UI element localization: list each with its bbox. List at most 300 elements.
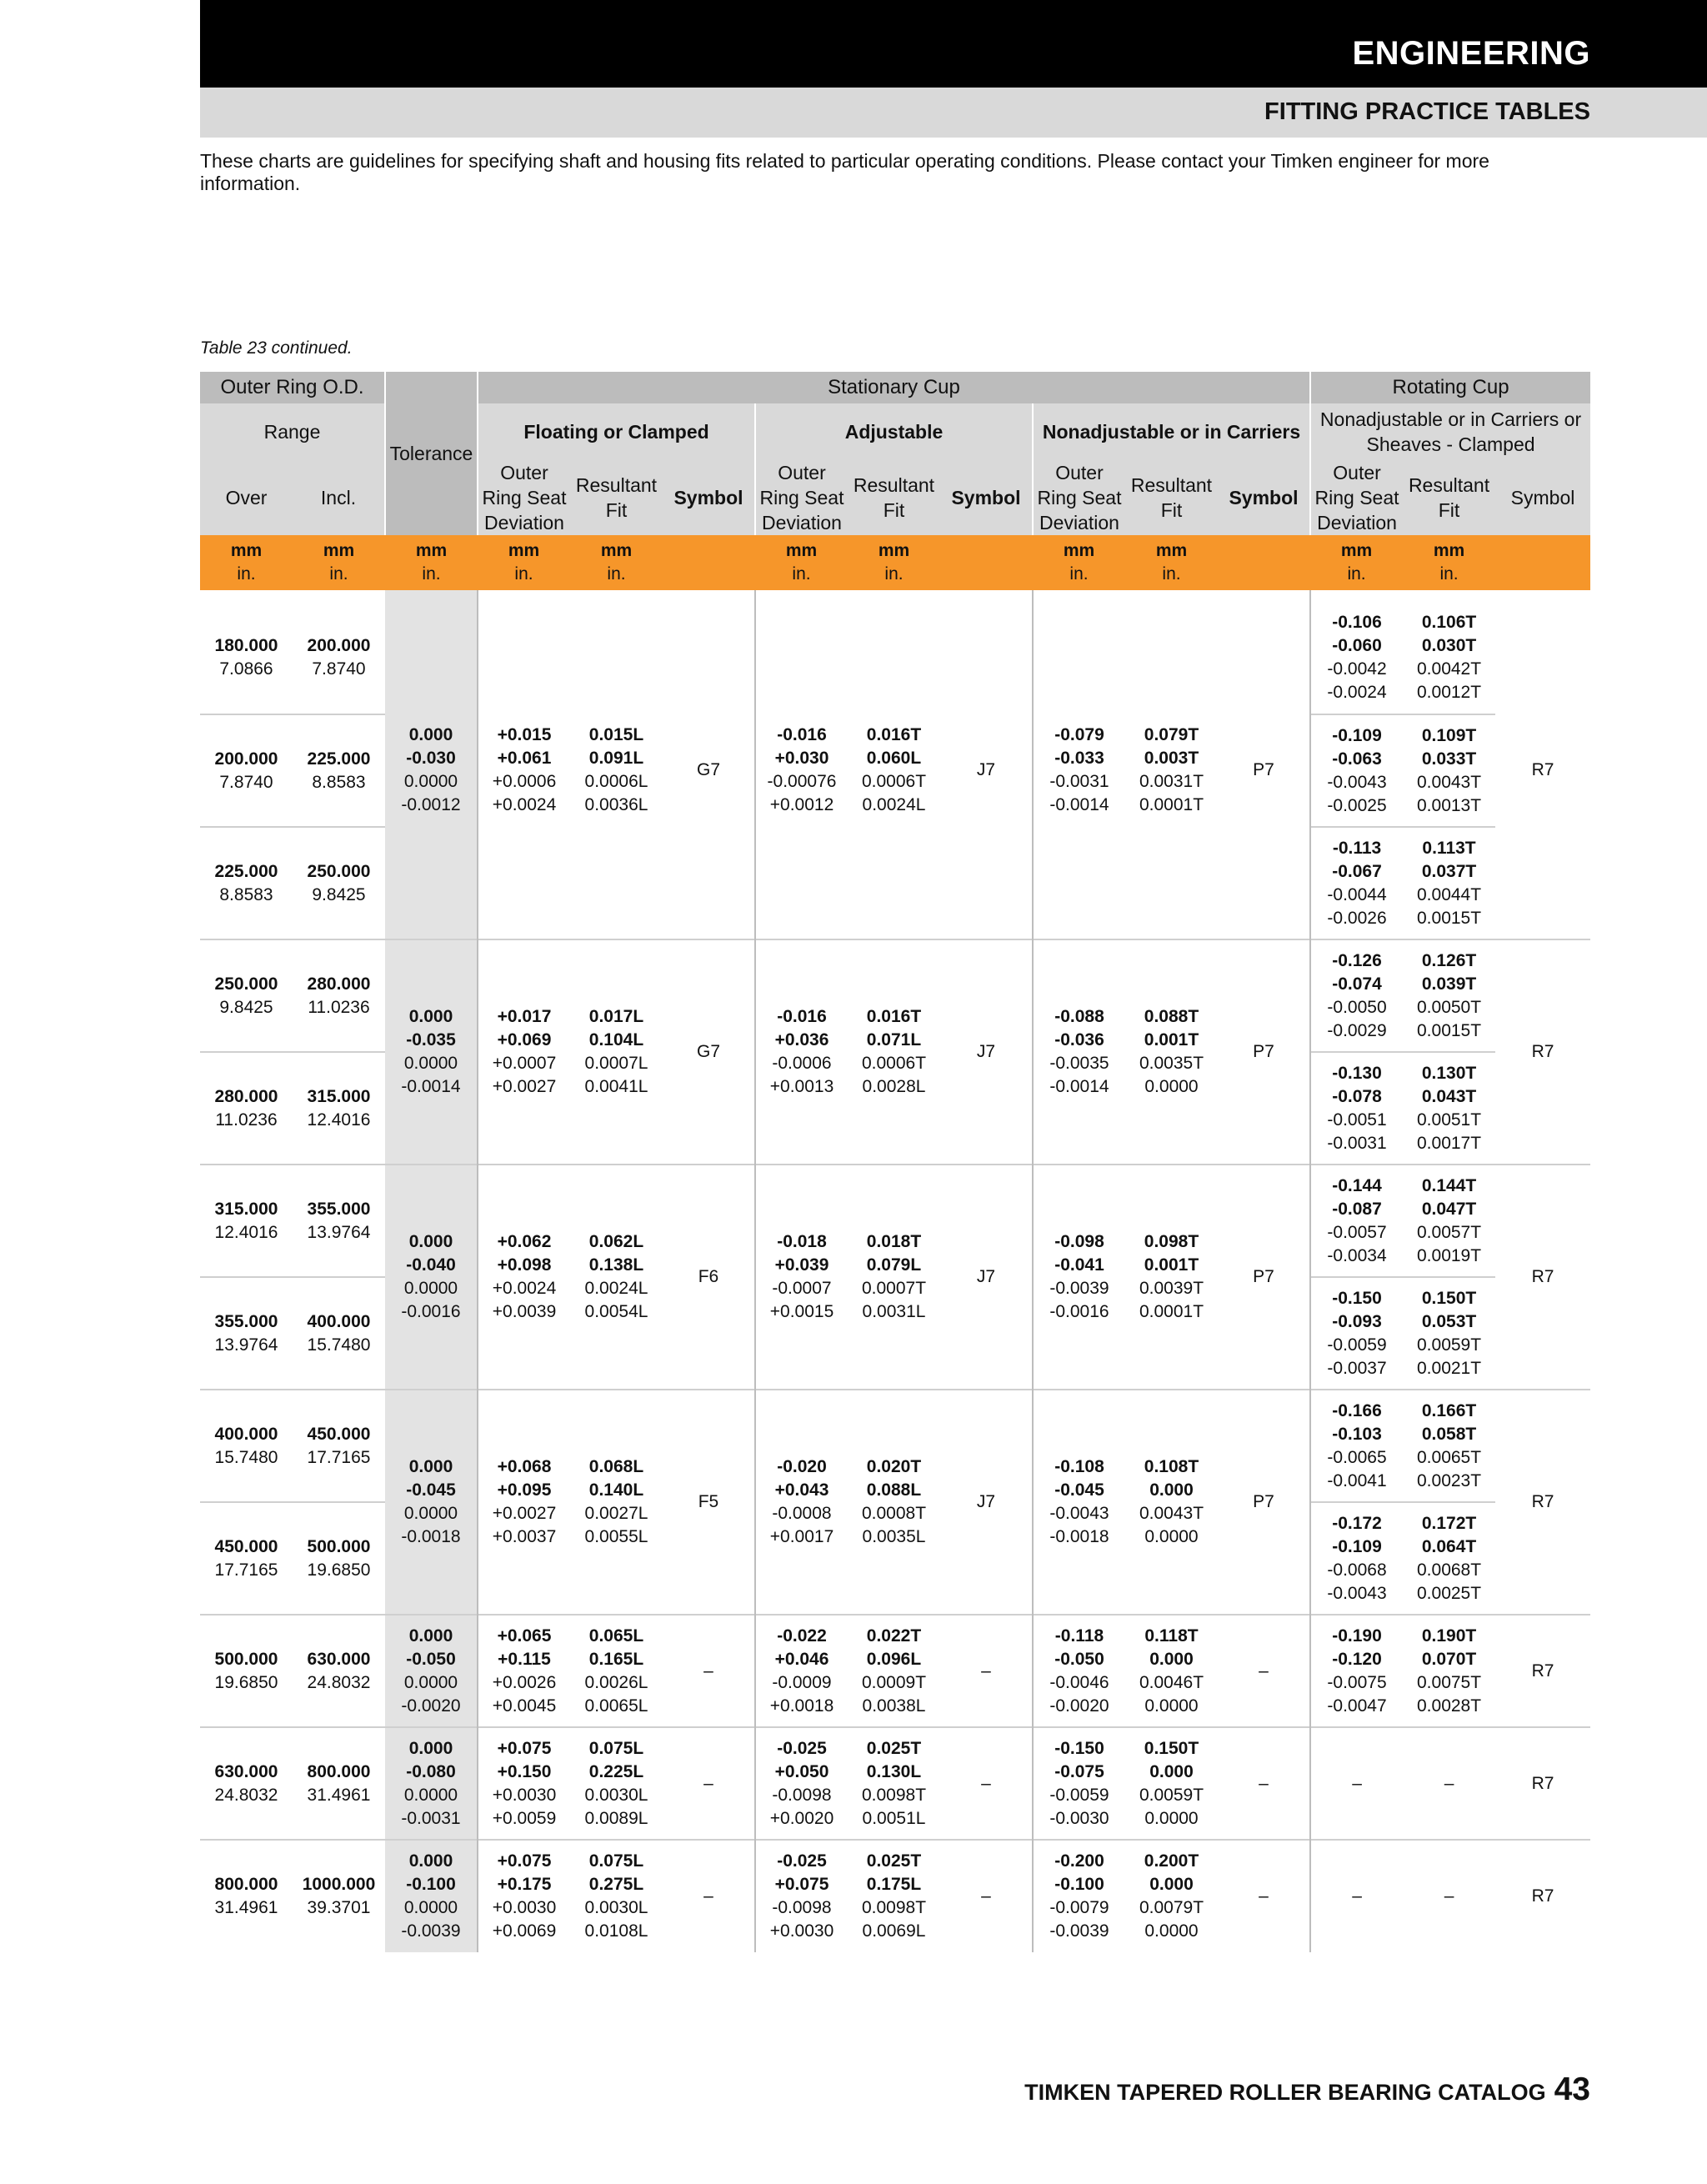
rotating-fit: [1403, 1615, 1495, 1727]
nonadjustable-deviation: [1033, 1165, 1125, 1390]
nonadjustable-fit-value: 0.0001T: [1139, 795, 1204, 814]
nonadjustable-deviation-value: -0.088: [1054, 1007, 1104, 1026]
floating-deviation-value: +0.069: [497, 1030, 552, 1049]
nonadjustable-deviation-value: -0.150: [1054, 1738, 1104, 1758]
adjustable-deviation-value: -0.00076: [767, 772, 837, 791]
rotating-deviation-value: -0.0047: [1327, 1696, 1387, 1716]
floating-symbol: G7: [663, 939, 755, 1165]
adjustable-seat-deviation-header: Outer Ring Seat Deviation: [755, 460, 848, 535]
floating-symbol: F5: [663, 1390, 755, 1615]
adjustable-symbol: J7: [940, 939, 1033, 1165]
range-over: [200, 1502, 293, 1615]
range-incl-mm: 450.000: [307, 1424, 371, 1444]
tolerance-value: -0.045: [406, 1480, 456, 1500]
unit-blank: [1218, 535, 1310, 590]
floating-deviation-value: +0.150: [497, 1761, 552, 1781]
section-title: ENGINEERING: [1352, 35, 1590, 72]
spacer-cell: [1125, 590, 1218, 602]
rotating-fit-value: 0.0044T: [1417, 884, 1482, 904]
tolerance-value: 0.000: [408, 1851, 453, 1871]
adjustable-fit-value: 0.071L: [866, 1030, 922, 1049]
tolerance-header: Tolerance: [385, 372, 478, 535]
adjustable-deviation-value: +0.0015: [769, 1302, 834, 1321]
unit-in: in.: [1347, 564, 1366, 584]
adjustable-deviation-value: +0.0013: [769, 1077, 834, 1096]
adjustable-deviation-value: +0.050: [774, 1761, 829, 1781]
rotating-deviation-value: -0.0044: [1327, 884, 1387, 904]
rotating-deviation-value: -0.0031: [1327, 1133, 1387, 1153]
nonadjustable-symbol: P7: [1218, 939, 1310, 1165]
tolerance: [385, 1727, 478, 1840]
nonadjustable-fit-value: 0.098T: [1144, 1232, 1199, 1251]
rotating-deviation-value: -0.063: [1332, 749, 1382, 769]
adjustable-fit-value: 0.130L: [866, 1761, 922, 1781]
rotating-deviation: [1310, 1727, 1403, 1840]
adjustable-deviation: [755, 1727, 848, 1840]
unit-mm: mm: [785, 541, 818, 560]
nonadjustable-deviation-value: -0.0039: [1049, 1921, 1109, 1941]
nonadjustable-fit-value: 0.118T: [1144, 1625, 1199, 1646]
rotating-fit-value: 0.0059T: [1417, 1335, 1482, 1355]
floating-resultant-fit-header: Resultant Fit: [570, 460, 663, 535]
rotating-deviation: [1310, 827, 1403, 939]
floating-deviation-value: +0.098: [497, 1255, 552, 1275]
nonadjustable-deviation-value: -0.0014: [1049, 795, 1109, 814]
adjustable-fit-value: 0.0098T: [861, 1785, 927, 1805]
floating-symbol: F6: [663, 1165, 755, 1390]
floating-symbol: G7: [663, 602, 755, 939]
floating-fit-value: 0.0006L: [584, 772, 648, 791]
spacer-cell: [1218, 590, 1310, 602]
rotating-fit-value: 0.0057T: [1417, 1222, 1482, 1242]
nonadjustable-fit-value: 0.088T: [1144, 1007, 1199, 1026]
adjustable-deviation: [755, 602, 848, 939]
tolerance: [385, 1390, 478, 1615]
range-incl: [293, 1052, 385, 1165]
floating-deviation-value: +0.0037: [492, 1527, 557, 1546]
rotating-symbol-header: Symbol: [1495, 460, 1590, 535]
tolerance-value: 0.000: [408, 1232, 453, 1251]
rotating-fit: [1403, 1277, 1495, 1390]
nonadjustable-deviation-value: -0.200: [1054, 1851, 1104, 1871]
nonadjustable-fit-value: 0.001T: [1144, 1030, 1199, 1049]
unit-label: [200, 535, 293, 590]
rotating-fit: [1403, 1052, 1495, 1165]
floating-deviation-value: +0.0030: [492, 1898, 557, 1917]
floating-fit-value: 0.017L: [588, 1007, 644, 1026]
adjustable-deviation-value: -0.0007: [772, 1279, 832, 1298]
tolerance-value: 0.0000: [403, 1504, 458, 1523]
nonadjustable-deviation-value: -0.0020: [1049, 1696, 1109, 1716]
adjustable-header: Adjustable: [755, 403, 1033, 460]
floating-fit-value: 0.065L: [588, 1625, 644, 1646]
floating-deviation: [478, 1727, 570, 1840]
adjustable-fit-value: 0.0098T: [861, 1898, 927, 1917]
rotating-fit: [1403, 1502, 1495, 1615]
spacer-cell: [200, 590, 293, 602]
floating-fit-value: 0.165L: [588, 1649, 644, 1669]
tolerance-value: 0.000: [408, 1007, 453, 1026]
tolerance-value: -0.0012: [401, 795, 461, 814]
adjustable-fit-value: 0.096L: [866, 1649, 922, 1669]
range-incl-in: 13.9764: [307, 1222, 371, 1242]
floating-fit-value: 0.0108L: [584, 1921, 648, 1941]
nonadjustable-deviation: [1033, 1615, 1125, 1727]
rotating-deviation-value: -0.144: [1332, 1175, 1382, 1195]
adjustable-fit-value: 0.060L: [866, 749, 922, 768]
range-over-in: 17.7165: [214, 1560, 278, 1580]
range-over: [200, 1727, 293, 1840]
rotating-fit-value: –: [1444, 1886, 1454, 1906]
nonadjustable-deviation-value: -0.050: [1054, 1649, 1104, 1669]
over-header: Over: [200, 460, 293, 535]
range-over: [200, 939, 293, 1052]
rotating-deviation: [1310, 1277, 1403, 1390]
adjustable-deviation-value: +0.0020: [769, 1808, 834, 1828]
adjustable-fit-value: 0.0035L: [862, 1527, 926, 1546]
floating-deviation-value: +0.015: [497, 725, 552, 744]
unit-in: in.: [1162, 564, 1181, 584]
floating-deviation-value: +0.0030: [492, 1785, 557, 1805]
rotating-fit: [1403, 1165, 1495, 1277]
rotating-deviation: [1310, 1502, 1403, 1615]
rotating-deviation-value: -0.0075: [1327, 1672, 1387, 1692]
spacer-cell: [293, 590, 385, 602]
table-row: [200, 939, 1590, 1052]
adjustable-fit-value: 0.0007T: [861, 1279, 927, 1298]
rotating-deviation-value: -0.0042: [1327, 659, 1387, 679]
nonadjustable-symbol: –: [1218, 1840, 1310, 1952]
rotating-fit-value: 0.039T: [1421, 974, 1477, 994]
floating-fit-value: 0.062L: [588, 1232, 644, 1251]
range-incl: [293, 1615, 385, 1727]
floating-fit-value: 0.091L: [588, 749, 644, 768]
floating-deviation-value: +0.0039: [492, 1302, 557, 1321]
rotating-fit: [1403, 1840, 1495, 1952]
nonadjustable-deviation-value: -0.0018: [1049, 1527, 1109, 1546]
floating-deviation-value: +0.068: [497, 1457, 552, 1476]
tolerance: [385, 602, 478, 939]
unit-label: [478, 535, 570, 590]
range-incl-mm: 250.000: [307, 861, 371, 881]
floating-deviation-value: +0.0059: [492, 1808, 557, 1828]
rotating-fit-value: 0.0068T: [1417, 1560, 1482, 1580]
spacer-cell: [1310, 590, 1403, 602]
nonadjustable-fit-value: 0.0000: [1144, 1921, 1199, 1941]
range-incl-in: 19.6850: [307, 1560, 371, 1580]
range-over-mm: 250.000: [214, 974, 278, 994]
nonadjustable-deviation-value: -0.0039: [1049, 1279, 1109, 1298]
range-over-in: 11.0236: [215, 1110, 278, 1130]
spacer-cell: [570, 590, 663, 602]
spacer-cell: [1033, 590, 1125, 602]
adjustable-deviation-value: +0.043: [774, 1480, 829, 1500]
adjustable-deviation: [755, 1615, 848, 1727]
adjustable-deviation-value: -0.016: [777, 1007, 827, 1026]
nonadjustable-deviation-value: -0.0035: [1049, 1054, 1109, 1073]
spacer-cell: [1495, 590, 1590, 602]
range-incl: [293, 1390, 385, 1502]
tolerance-value: -0.0014: [401, 1077, 461, 1096]
nonadjustable-fit-value: 0.0001T: [1139, 1302, 1204, 1321]
adjustable-fit: [848, 1390, 940, 1615]
adjustable-deviation-value: -0.0098: [772, 1785, 832, 1805]
floating-fit-value: 0.0065L: [584, 1696, 648, 1716]
nonadjustable-deviation: [1033, 1840, 1125, 1952]
fitting-practice-table: [200, 372, 1590, 1952]
floating-deviation-value: +0.0006: [492, 772, 557, 791]
table-row: [200, 1840, 1590, 1952]
rotating-deviation-value: -0.0050: [1327, 997, 1387, 1017]
spacer-cell: [385, 590, 478, 602]
adjustable-deviation-value: -0.0009: [772, 1672, 832, 1692]
stationary-cup-header: Stationary Cup: [478, 372, 1310, 403]
rotating-deviation-value: -0.190: [1332, 1625, 1382, 1646]
range-over-mm: 450.000: [214, 1536, 278, 1556]
rotating-deviation-value: -0.120: [1332, 1649, 1382, 1669]
rotating-fit-value: 0.0050T: [1417, 997, 1482, 1017]
range-incl-mm: 355.000: [307, 1199, 371, 1219]
nonadjustable-deviation-value: -0.075: [1054, 1761, 1104, 1781]
rotating-deviation: [1310, 1840, 1403, 1952]
nonadjustable-fit-value: 0.0031T: [1139, 772, 1204, 791]
spacer-cell: [755, 590, 848, 602]
adjustable-deviation-value: +0.075: [774, 1875, 829, 1894]
rotating-fit-value: 0.0065T: [1417, 1447, 1482, 1467]
floating-deviation-value: +0.115: [498, 1649, 551, 1669]
subheader-bar: [200, 88, 1707, 138]
tolerance-value: -0.0020: [401, 1696, 461, 1716]
nonadjustable-deviation-value: -0.0030: [1049, 1808, 1109, 1828]
floating-fit-value: 0.0054L: [584, 1302, 648, 1321]
nonadjustable-fit-value: 0.003T: [1144, 749, 1199, 768]
rotating-fit-value: 0.0015T: [1417, 1020, 1482, 1040]
nonadjustable-deviation-value: -0.108: [1054, 1457, 1104, 1476]
tolerance-value: -0.050: [406, 1649, 456, 1669]
rotating-symbol: R7: [1531, 760, 1554, 779]
rotating-deviation: [1310, 714, 1403, 827]
floating-fit-value: 0.0024L: [584, 1279, 648, 1298]
nonadjustable-symbol: –: [1218, 1727, 1310, 1840]
range-incl-in: 9.8425: [312, 884, 366, 904]
floating-symbol: –: [663, 1840, 755, 1952]
rotating-deviation-value: -0.106: [1332, 613, 1382, 632]
nonadjustable-fit: [1125, 602, 1218, 939]
range-over: [200, 1840, 293, 1952]
rotating-fit-value: 0.030T: [1421, 636, 1477, 655]
rotating-fit-value: 0.126T: [1421, 950, 1477, 970]
rotating-fit: [1403, 827, 1495, 939]
range-over-in: 13.9764: [214, 1335, 278, 1355]
rotating-resultant-fit-header: Resultant Fit: [1403, 460, 1495, 535]
nonadjustable-fit-value: 0.0035T: [1139, 1054, 1204, 1073]
range-incl-mm: 225.000: [307, 749, 371, 769]
adjustable-resultant-fit-header: Resultant Fit: [848, 460, 940, 535]
rotating-deviation: [1310, 1052, 1403, 1165]
floating-deviation-value: +0.0027: [492, 1504, 557, 1523]
unit-mm: mm: [1340, 541, 1373, 560]
adjustable-fit-value: 0.079L: [866, 1255, 922, 1275]
rotating-deviation-value: -0.0037: [1327, 1358, 1387, 1378]
unit-label: [848, 535, 940, 590]
unit-in: in.: [884, 564, 904, 584]
nonadjustable-deviation: [1033, 602, 1125, 939]
unit-mm: mm: [600, 541, 633, 560]
floating-fit-value: 0.075L: [588, 1738, 644, 1758]
floating-fit: [570, 1615, 663, 1727]
rotating-deviation-value: -0.078: [1332, 1086, 1382, 1106]
unit-in: in.: [237, 564, 256, 584]
rotating-deviation-value: -0.126: [1332, 950, 1382, 970]
nonadjustable-fit-value: 0.0046T: [1139, 1672, 1204, 1692]
range-over-in: 15.7480: [214, 1447, 278, 1467]
rotating-deviation-value: -0.0065: [1327, 1447, 1387, 1467]
adjustable-deviation-value: +0.046: [774, 1649, 829, 1669]
unit-label: [1033, 535, 1125, 590]
rotating-fit-value: 0.0013T: [1417, 795, 1482, 815]
tolerance-value: -0.0016: [401, 1302, 461, 1321]
range-incl: [293, 1727, 385, 1840]
nonadjustable-deviation-value: -0.0014: [1049, 1077, 1109, 1096]
range-incl-in: 7.8740: [312, 659, 366, 679]
rotating-fit-value: 0.033T: [1421, 749, 1477, 769]
rotating-deviation-value: -0.074: [1332, 974, 1382, 994]
tolerance-value: -0.100: [406, 1875, 456, 1894]
adjustable-fit: [848, 1165, 940, 1390]
adjustable-deviation-value: +0.0030: [769, 1921, 834, 1941]
adjustable-fit-value: 0.0006T: [861, 772, 927, 791]
range-incl-mm: 200.000: [307, 636, 371, 655]
rotating-fit: [1403, 602, 1495, 714]
nonadjustable-fit: [1125, 1840, 1218, 1952]
adjustable-deviation: [755, 1840, 848, 1952]
adjustable-fit: [848, 1840, 940, 1952]
adjustable-fit-value: 0.0038L: [862, 1696, 926, 1716]
rotating-fit-value: 0.0075T: [1417, 1672, 1482, 1692]
rotating-deviation-value: -0.0029: [1327, 1020, 1387, 1040]
rotating-fit-value: 0.0015T: [1417, 908, 1482, 928]
tolerance-value: 0.0000: [403, 1785, 458, 1805]
floating-deviation-value: +0.0024: [492, 795, 557, 814]
nonadjustable-symbol-header: Symbol: [1218, 460, 1310, 535]
floating-deviation-value: +0.0007: [492, 1054, 557, 1073]
floating-deviation-value: +0.062: [497, 1232, 552, 1251]
adjustable-fit-value: 0.020T: [866, 1457, 922, 1476]
nonadjustable-fit-value: 0.001T: [1144, 1255, 1199, 1275]
unit-mm: mm: [508, 541, 540, 560]
range-incl: [293, 1165, 385, 1277]
adjustable-fit-value: 0.0008T: [861, 1504, 927, 1523]
unit-blank: [1495, 535, 1590, 590]
spacer-cell: [1403, 590, 1495, 602]
tolerance: [385, 1165, 478, 1390]
nonadjustable-deviation-value: -0.118: [1054, 1625, 1104, 1646]
rotating-deviation-value: -0.103: [1332, 1424, 1382, 1444]
footer-catalog-title: TIMKEN TAPERED ROLLER BEARING CATALOG: [1024, 2080, 1546, 2105]
nonadjustable-deviation-value: -0.041: [1054, 1255, 1104, 1275]
adjustable-fit-value: 0.022T: [866, 1625, 922, 1646]
spacer-cell: [940, 590, 1033, 602]
range-incl-mm: 500.000: [307, 1536, 371, 1556]
floating-deviation: [478, 1390, 570, 1615]
intro-text: These charts are guidelines for specifying shaft and housing fits related to particular operating conditions. Please contact your Timken engineer for more information.: [200, 150, 1489, 194]
adjustable-fit-value: 0.0024L: [862, 795, 926, 814]
adjustable-fit-value: 0.088L: [866, 1480, 922, 1500]
rotating-fit: [1403, 939, 1495, 1052]
rotating-fit-value: 0.064T: [1421, 1536, 1477, 1556]
range-incl-in: 31.4961: [307, 1785, 371, 1805]
nonadjustable-fit: [1125, 939, 1218, 1165]
unit-in: in.: [1069, 564, 1089, 584]
nonadjustable-fit: [1125, 1165, 1218, 1390]
range-over-in: 19.6850: [214, 1672, 278, 1692]
range-incl-mm: 1000.000: [302, 1875, 376, 1894]
floating-deviation-value: +0.0024: [492, 1279, 557, 1298]
rotating-fit-value: 0.190T: [1421, 1625, 1477, 1646]
nonadjustable-fit: [1125, 1727, 1218, 1840]
range-over-in: 9.8425: [219, 997, 273, 1017]
rotating-fit-value: –: [1444, 1773, 1454, 1793]
rotating-deviation: [1310, 1165, 1403, 1277]
table-body: [200, 590, 1590, 1952]
unit-label: [755, 535, 848, 590]
adjustable-deviation: [755, 1165, 848, 1390]
floating-fit: [570, 602, 663, 939]
floating-fit-value: 0.068L: [588, 1457, 644, 1476]
adjustable-deviation-value: -0.0098: [772, 1898, 832, 1917]
range-over-mm: 500.000: [214, 1649, 278, 1669]
floating-deviation: [478, 1840, 570, 1952]
nonadjustable-deviation-value: -0.0046: [1049, 1672, 1109, 1692]
rotating-deviation: [1310, 1615, 1403, 1727]
rotating-symbol: R7: [1495, 1615, 1590, 1727]
adjustable-symbol-header: Symbol: [940, 460, 1033, 535]
rot-nonadjustable-header: Nonadjustable or in Carriers or Sheaves - Clamped: [1310, 403, 1590, 460]
range-over-mm: 280.000: [214, 1086, 278, 1106]
tolerance-value: -0.030: [406, 749, 456, 768]
nonadjustable-fit-value: 0.0043T: [1139, 1504, 1204, 1523]
nonadjustable-deviation-value: -0.100: [1054, 1875, 1104, 1894]
range-header: Range: [200, 403, 385, 460]
rotating-deviation-value: -0.067: [1332, 861, 1382, 881]
header-bar: [200, 0, 1707, 88]
rotating-deviation-value: -0.113: [1332, 838, 1382, 858]
rotating-deviation-value: -0.0057: [1327, 1222, 1387, 1242]
rotating-fit-value: 0.0017T: [1417, 1133, 1482, 1153]
floating-deviation-value: +0.017: [497, 1007, 552, 1026]
floating-seat-deviation-header: Outer Ring Seat Deviation: [478, 460, 570, 535]
nonadjustable-fit-value: 0.000: [1149, 1875, 1194, 1894]
tolerance: [385, 939, 478, 1165]
range-over: [200, 1390, 293, 1502]
floating-deviation-value: +0.095: [497, 1480, 552, 1500]
range-incl-mm: 630.000: [307, 1649, 371, 1669]
floating-deviation-value: +0.175: [497, 1875, 552, 1894]
rotating-deviation-value: -0.0043: [1327, 772, 1387, 792]
rotating-fit-value: 0.058T: [1421, 1424, 1477, 1444]
rotating-fit-value: 0.047T: [1421, 1199, 1477, 1219]
table-row: [200, 1390, 1590, 1502]
rotating-deviation-value: -0.0068: [1327, 1560, 1387, 1580]
nonadjustable-fit-value: 0.0039T: [1139, 1279, 1204, 1298]
floating-deviation-value: +0.0027: [492, 1077, 557, 1096]
unit-mm: mm: [878, 541, 910, 560]
tolerance-value: 0.000: [408, 1457, 453, 1476]
unit-blank: [940, 535, 1033, 590]
range-incl-mm: 800.000: [307, 1761, 371, 1781]
rotating-fit-value: 0.166T: [1421, 1400, 1477, 1420]
rotating-deviation-value: -0.0051: [1327, 1110, 1387, 1130]
